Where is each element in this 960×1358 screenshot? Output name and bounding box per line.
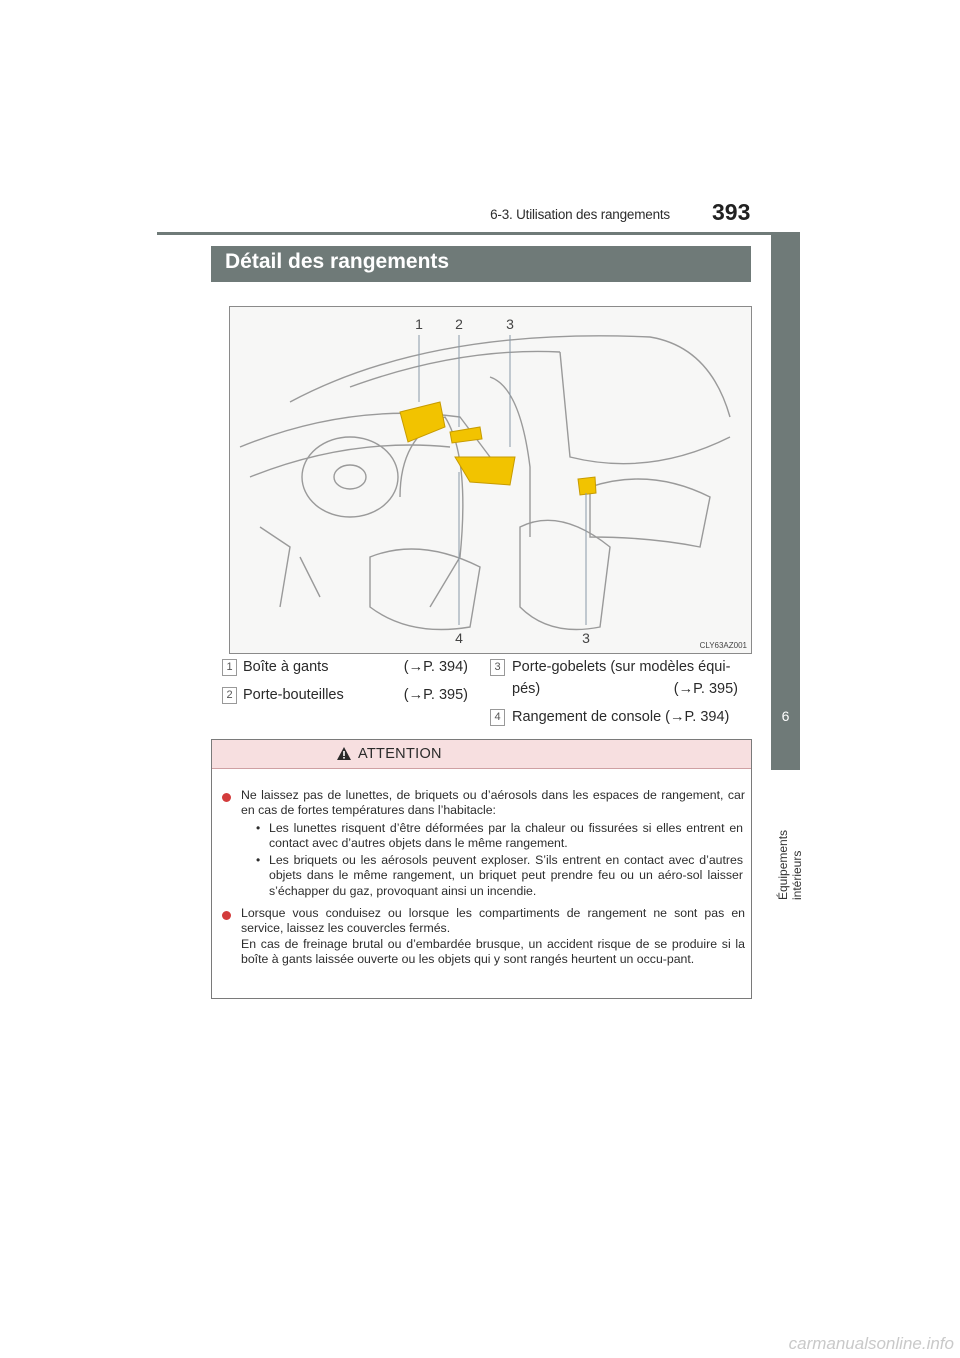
legend-badge: 1 — [222, 659, 237, 676]
callout-2: 2 — [455, 316, 463, 332]
legend-label: Porte-bouteilles — [243, 687, 344, 703]
rear-cupholder-highlight — [578, 477, 596, 495]
callout-1: 1 — [415, 316, 423, 332]
warning-bullet — [222, 793, 231, 802]
legend-ref: (→P. 395) — [673, 681, 738, 697]
figure-code: CLY63AZ001 — [699, 641, 747, 650]
warning-subpoint-2: Les briquets ou les aérosols peuvent exploser. S’ils entrent en contact avec d’autres objets dans le même rangement, un briquet peut prendre feu ou un aéro-sol laisser s’échapper du gaz, provoquant ainsi un incendie. — [269, 853, 743, 898]
legend-label-continued: pés) — [512, 681, 541, 697]
page-number: 393 — [712, 199, 751, 225]
console-highlight — [455, 457, 515, 485]
legend-label: Rangement de console (→P. 394) — [512, 709, 730, 725]
warning-subpoint-1: Les lunettes risquent d’être déformées par la chaleur ou fissurées si elles entrent en contact avec d’autres objets dans le même rangement. — [269, 821, 743, 851]
car-interior-drawing — [230, 307, 751, 653]
warning-paragraph-3: En cas de freinage brutal ou d’embardée brusque, un accident risque de se produire si la boîte à gants laissée ouverte ou les objets qui y sont rangés heurtent un occu-pant. — [241, 937, 745, 967]
callout-3-rear: 3 — [582, 630, 590, 646]
legend-badge: 2 — [222, 687, 237, 704]
callout-3: 3 — [506, 316, 514, 332]
chapter-tab-band — [771, 232, 800, 662]
warning-paragraph-1: Ne laissez pas de lunettes, de briquets ou d’aérosols dans les espaces de rangement, car en cas de fortes températures dans l’habitacle: — [241, 788, 745, 818]
legend-label: Boîte à gants — [243, 659, 329, 675]
warning-triangle-icon — [336, 746, 352, 761]
chapter-tab-label: Équipements intérieurs — [776, 829, 804, 900]
watermark: carmanualsonline.info — [788, 1334, 954, 1353]
interior-illustration — [229, 306, 752, 654]
legend-badge: 4 — [490, 709, 505, 726]
warning-title: ATTENTION — [358, 746, 442, 762]
warning-header — [212, 740, 751, 769]
sub-bullet-dot: • — [256, 853, 261, 867]
legend-ref: (→P. 394) — [403, 659, 468, 675]
warning-bullet — [222, 911, 231, 920]
warning-box — [211, 739, 752, 999]
header-rule — [157, 232, 800, 235]
legend-badge: 3 — [490, 659, 505, 676]
running-header-section: 6-3. Utilisation des rangements — [490, 207, 670, 222]
chapter-tab-number: 6 — [771, 662, 800, 770]
legend-ref: (→P. 395) — [403, 687, 468, 703]
callout-4: 4 — [455, 630, 463, 646]
sub-bullet-dot: • — [256, 821, 261, 835]
glove-box-highlight — [400, 402, 445, 442]
warning-paragraph-2: Lorsque vous conduisez ou lorsque les compartiments de rangement ne sont pas en service, laissez les couvercles fermés. — [241, 906, 745, 936]
section-title-bar — [211, 246, 751, 282]
section-title: Détail des rangements — [225, 250, 450, 273]
legend-label: Porte-gobelets (sur modèles équi- — [512, 659, 731, 675]
